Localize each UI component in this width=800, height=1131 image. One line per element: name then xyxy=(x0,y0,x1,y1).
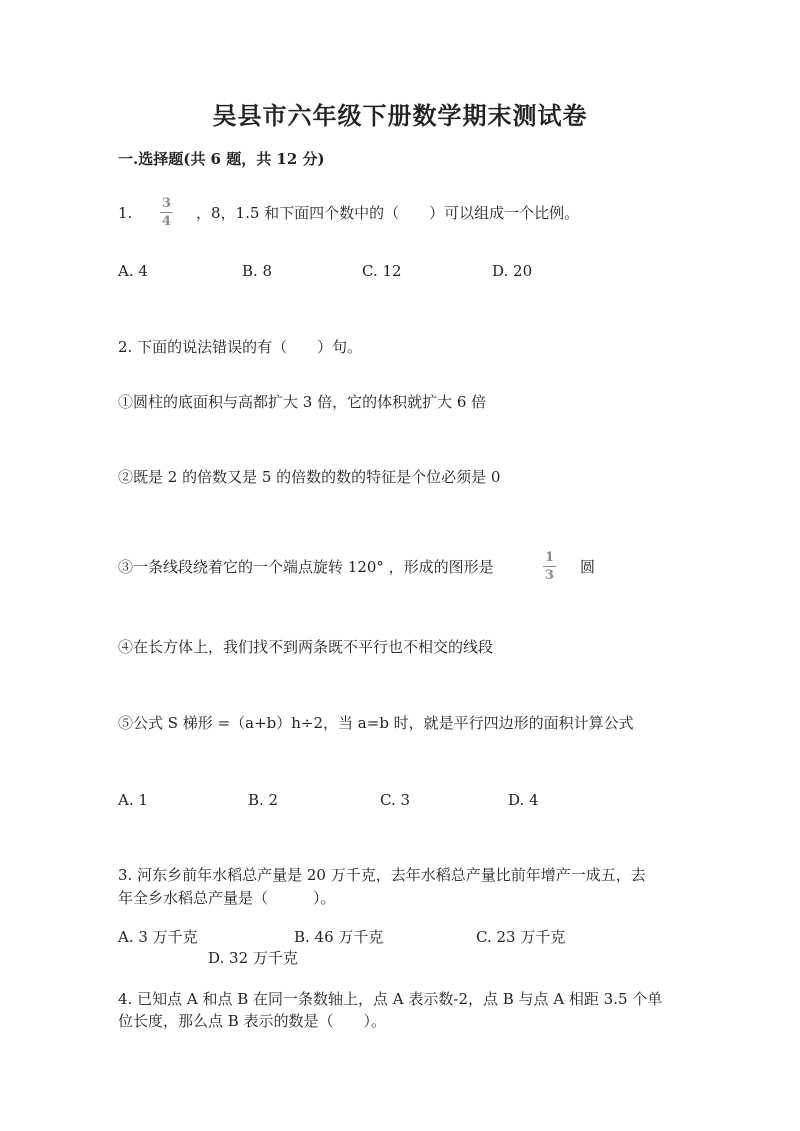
q3-option-b: B. 46 万千克 xyxy=(294,928,384,946)
q2-fraction-denominator: 3 xyxy=(544,568,555,583)
q4-stem-line-2: 位长度，那么点 B 表示的数是（ ）。 xyxy=(118,1012,387,1030)
q2-statement-4: ④在长方体上，我们找不到两条既不平行也不相交的线段 xyxy=(118,638,494,656)
q2-option-c: C. 3 xyxy=(380,791,411,809)
q1-option-d: D. 20 xyxy=(492,262,533,280)
q1-stem-text: ，8，1.5 和下面四个数中的（ ）可以组成一个比例。 xyxy=(196,204,580,222)
q3-option-a: A. 3 万千克 xyxy=(118,928,198,946)
q3-stem-line-1: 3. 河东乡前年水稻总产量是 20 万千克，去年水稻总产量比前年增产一成五，去 xyxy=(118,866,646,884)
q2-fraction xyxy=(543,550,556,583)
q2-option-a: A. 1 xyxy=(118,791,148,809)
q1-number: 1. xyxy=(118,204,133,222)
q1-fraction-bar xyxy=(160,212,173,213)
q2-fraction-numerator: 1 xyxy=(544,550,555,565)
q3-option-d: D. 32 万千克 xyxy=(208,949,298,967)
q2-statement-2: ②既是 2 的倍数又是 5 的倍数的数的特征是个位必须是 0 xyxy=(118,468,501,486)
q2-statement-1: ①圆柱的底面积与高都扩大 3 倍，它的体积就扩大 6 倍 xyxy=(118,393,487,411)
q3-stem-line-2: 年全乡水稻总产量是（ ）。 xyxy=(118,889,336,907)
page-title: 吴县市六年级下册数学期末测试卷 xyxy=(212,101,588,130)
q2-stem: 2. 下面的说法错误的有（ ）句。 xyxy=(118,338,363,356)
q1-option-c: C. 12 xyxy=(362,262,402,280)
q1-option-b: B. 8 xyxy=(242,262,273,280)
q2-fraction-bar xyxy=(543,566,556,567)
q2-statement-5: ⑤公式 S 梯形 =（a+b）h÷2，当 a=b 时，就是平行四边形的面积计算公式 xyxy=(118,714,634,732)
q2-statement-3-suffix: 圆 xyxy=(580,558,596,576)
q2-option-b: B. 2 xyxy=(248,791,279,809)
q1-fraction-denominator: 4 xyxy=(161,214,172,229)
q4-stem-line-1: 4. 已知点 A 和点 B 在同一条数轴上，点 A 表示数-2，点 B 与点 A 相距 3.5 个单 xyxy=(118,990,663,1008)
q1-fraction xyxy=(160,196,173,229)
section-heading-choice: 一.选择题(共 6 题，共 12 分) xyxy=(118,150,325,168)
q2-option-d: D. 4 xyxy=(508,791,539,809)
q1-fraction-numerator: 3 xyxy=(161,196,172,211)
q2-statement-3: ③一条线段绕着它的一个端点旋转 120° ，形成的图形是 xyxy=(118,558,494,576)
q1-option-a: A. 4 xyxy=(118,262,148,280)
q3-option-c: C. 23 万千克 xyxy=(476,928,566,946)
